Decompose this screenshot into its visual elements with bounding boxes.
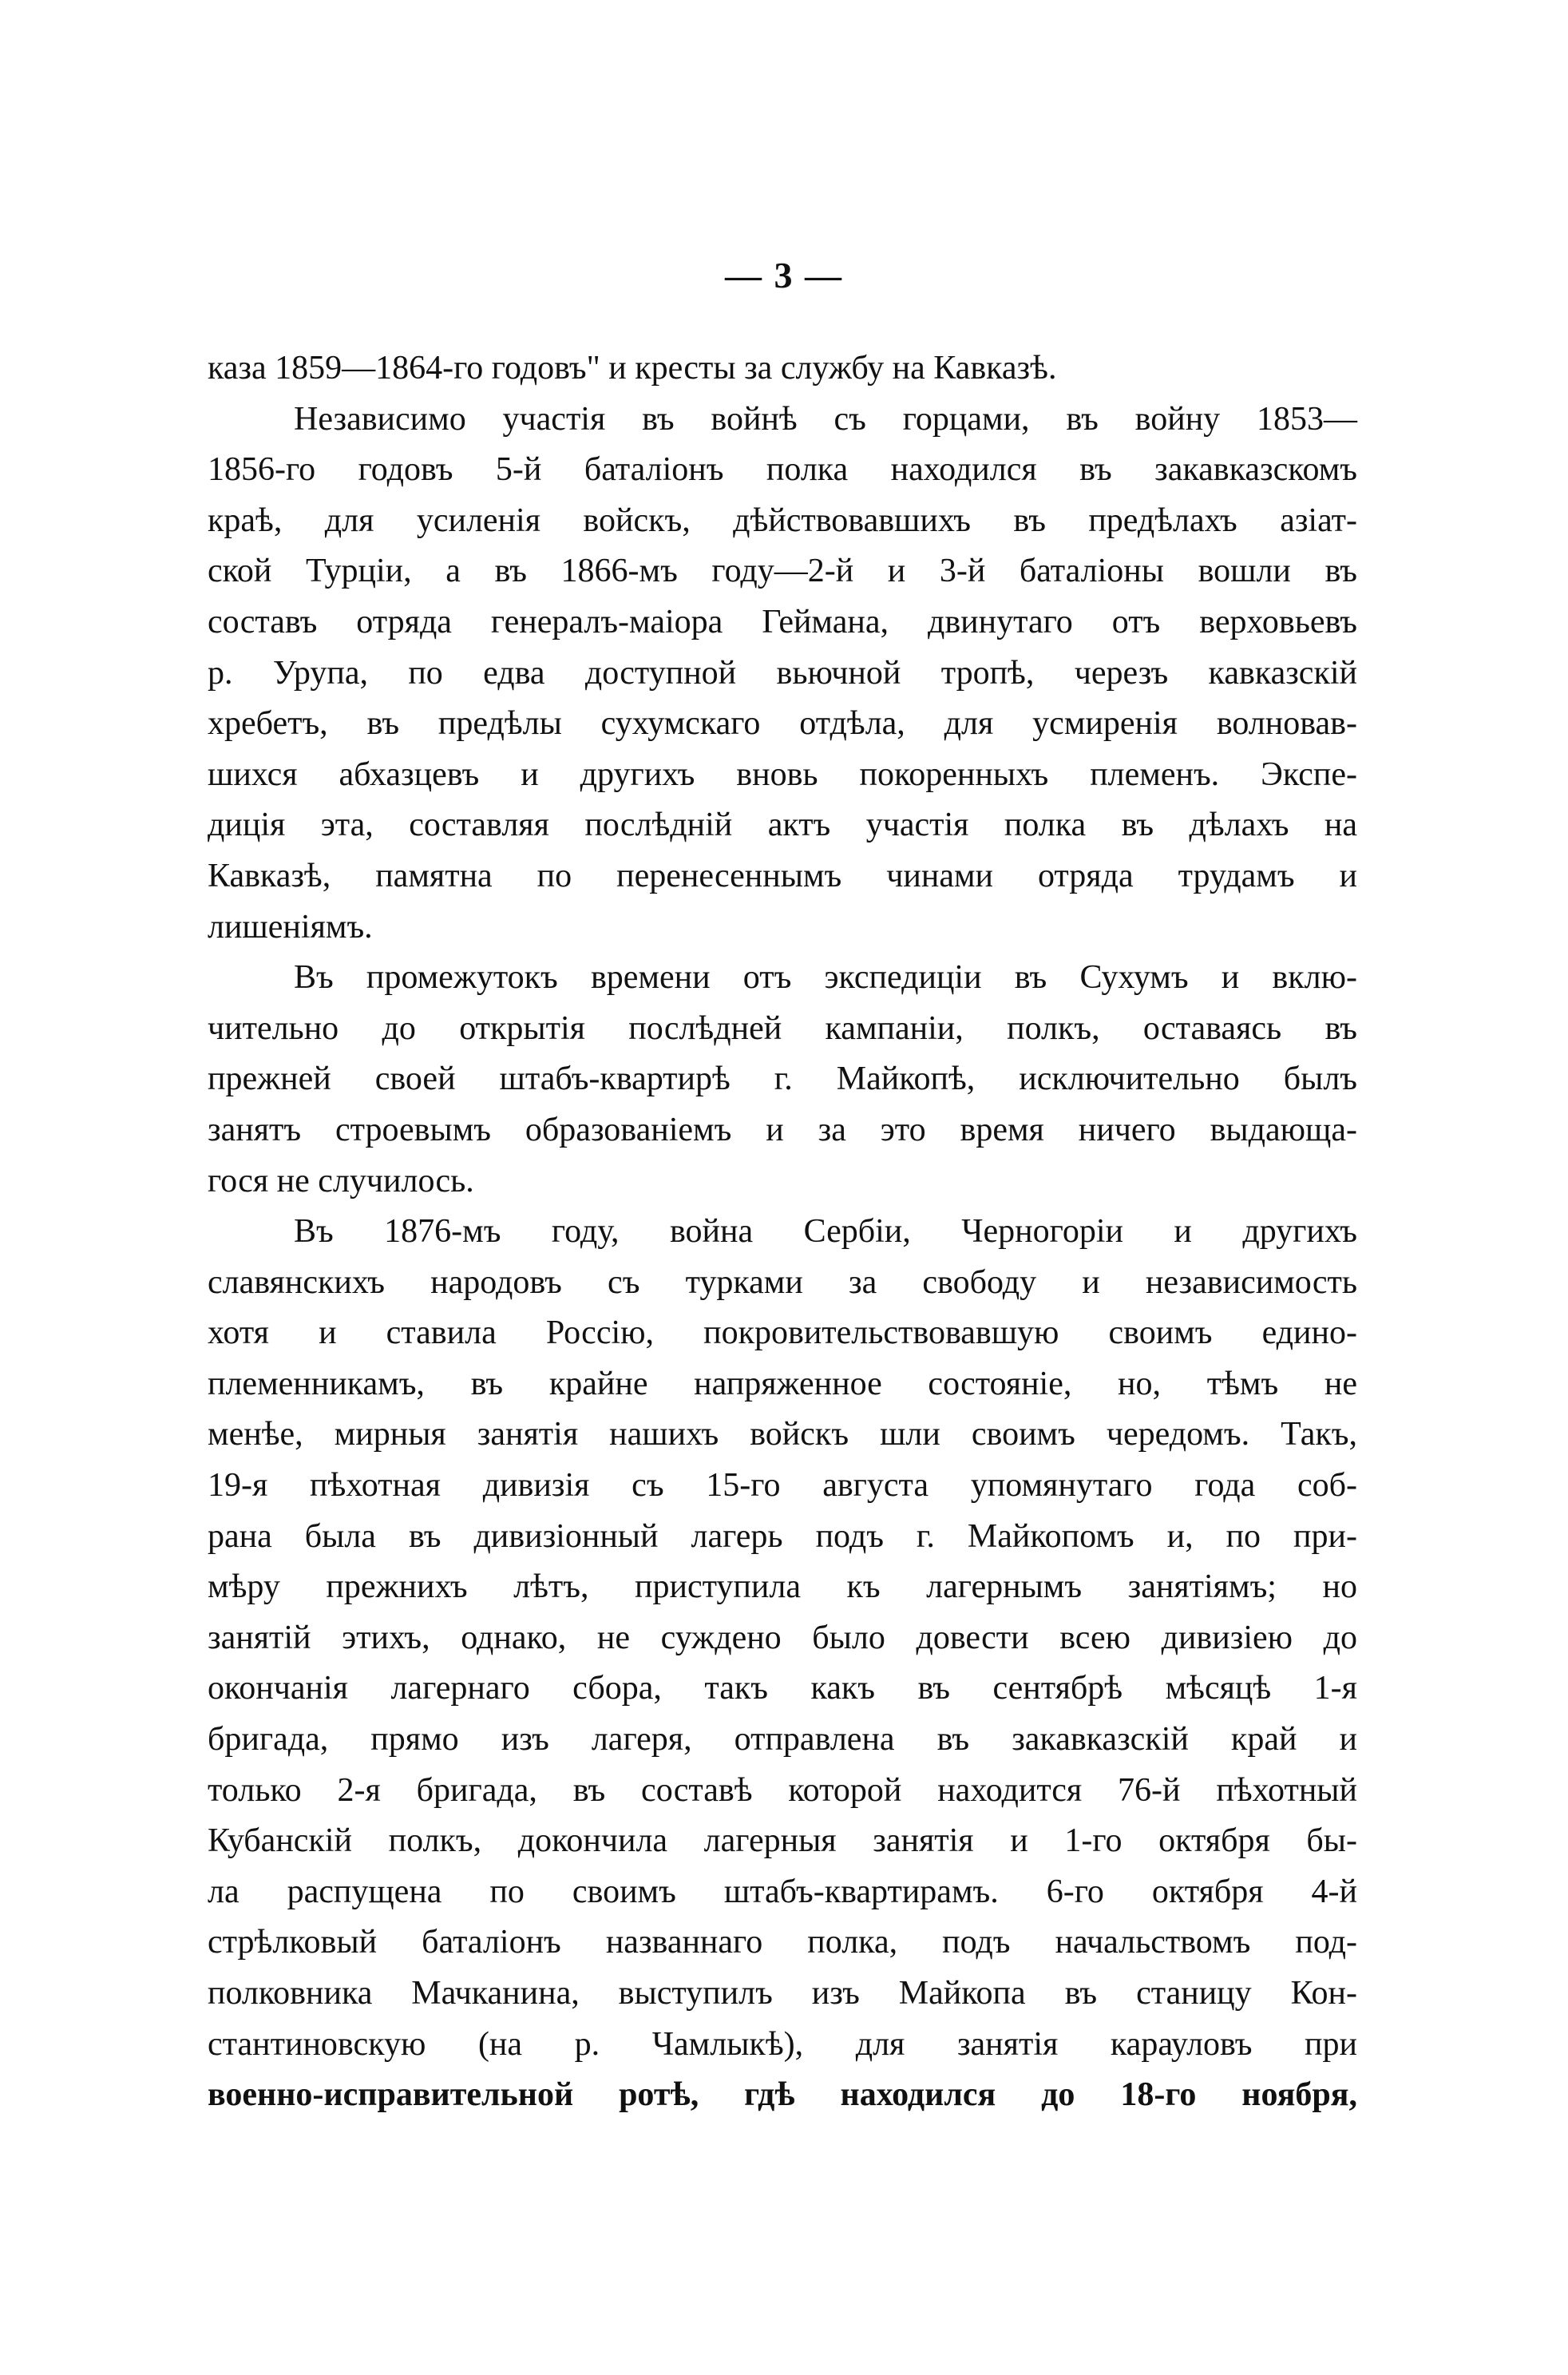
text-line: только 2-я бригада, въ составѣ которой находится 76-й пѣхотный <box>208 1771 1357 1809</box>
text-line: р. Урупа, по едва доступной вьючной тропѣ, черезъ кавказскій <box>208 654 1357 692</box>
text-line: краѣ, для усиленія войскъ, дѣйствовавшихъ въ предѣлахъ азіат- <box>208 502 1357 539</box>
text-line: стантиновскую (на р. Чамлыкѣ), для занятія карауловъ при <box>208 2025 1357 2063</box>
text-line: гося не случилось. <box>208 1162 474 1199</box>
text-line: каза 1859—1864-го годовъ" и кресты за службу на Кавказѣ. <box>208 350 1057 387</box>
text-line: Въ промежутокъ времени отъ экспедиціи въ Сухумъ и вклю- <box>294 959 1357 997</box>
text-line: славянскихъ народовъ съ турками за свободу и независимость <box>208 1263 1357 1301</box>
text-line: хотя и ставила Россію, покровительствовавшую своимъ едино- <box>208 1314 1357 1352</box>
text-line: хребетъ, въ предѣлы сухумскаго отдѣла, для усмиренія волновав- <box>208 705 1357 743</box>
text-line: прежней своей штабъ-квартирѣ г. Майкопѣ, исключительно былъ <box>208 1061 1357 1098</box>
text-line: рана была въ дивизіонный лагерь подъ г. Майкопомъ и, по при- <box>208 1517 1357 1555</box>
text-line: Независимо участія въ войнѣ съ горцами, въ войну 1853— <box>294 400 1357 438</box>
page-number: — 3 — <box>725 255 843 295</box>
text-line: лишеніямъ. <box>208 908 373 946</box>
text-line: шихся абхазцевъ и другихъ вновь покоренныхъ племенъ. Экспе- <box>208 755 1357 793</box>
text-line: 19-я пѣхотная дивизія съ 15-го августа упомянутаго года соб- <box>208 1467 1357 1505</box>
text-line: мѣру прежнихъ лѣтъ, приступила къ лагернымъ занятіямъ; но <box>208 1568 1357 1606</box>
text-line: Кавказѣ, памятна по перенесеннымъ чинами отряда трудамъ и <box>208 857 1357 894</box>
text-line: чительно до открытія послѣдней кампаніи, полкъ, оставаясь въ <box>208 1009 1357 1047</box>
text-line: бригада, прямо изъ лагеря, отправлена въ закавказскій край и <box>208 1721 1357 1758</box>
text-line: составъ отряда генералъ-маіора Геймана, двинутаго отъ верховьевъ <box>208 603 1357 640</box>
text-line: полковника Мачканина, выступилъ изъ Майкопа въ станицу Кон- <box>208 1975 1357 2012</box>
text-line: ской Турціи, а въ 1866-мъ году—2-й и 3-й баталіоны вошли въ <box>208 553 1357 590</box>
text-line: занятъ строевымъ образованіемъ и за это время ничего выдающа- <box>208 1111 1357 1148</box>
text-line: Въ 1876-мъ году, война Сербіи, Черногоріи и другихъ <box>294 1213 1357 1251</box>
text-line: ла распущена по своимъ штабъ-квартирамъ. 6-го октября 4-й <box>208 1873 1357 1910</box>
text-line: занятій этихъ, однако, не суждено было довести всею дивизіею до <box>208 1619 1357 1656</box>
text-line: стрѣлковый баталіонъ названнаго полка, подъ начальствомъ под- <box>208 1924 1357 1961</box>
text-line: военно-исправительной ротѣ, гдѣ находился до 18-го ноября, <box>208 2076 1357 2114</box>
text-line: Кубанскій полкъ, докончила лагерныя занятія и 1-го октября бы- <box>208 1822 1357 1860</box>
body-text <box>208 343 1357 2121</box>
text-line: 1856-го годовъ 5-й баталіонъ полка находился въ закавказскомъ <box>208 451 1357 489</box>
text-line: диція эта, составляя послѣдній актъ участія полка въ дѣлахъ на <box>208 807 1357 844</box>
text-line: окончанія лагернаго сбора, такъ какъ въ сентябрѣ мѣсяцѣ 1-я <box>208 1670 1357 1707</box>
text-line: менѣе, мирныя занятія нашихъ войскъ шли своимъ чередомъ. Такъ, <box>208 1416 1357 1453</box>
text-line: племенникамъ, въ крайне напряженное состояніе, но, тѣмъ не <box>208 1365 1357 1402</box>
